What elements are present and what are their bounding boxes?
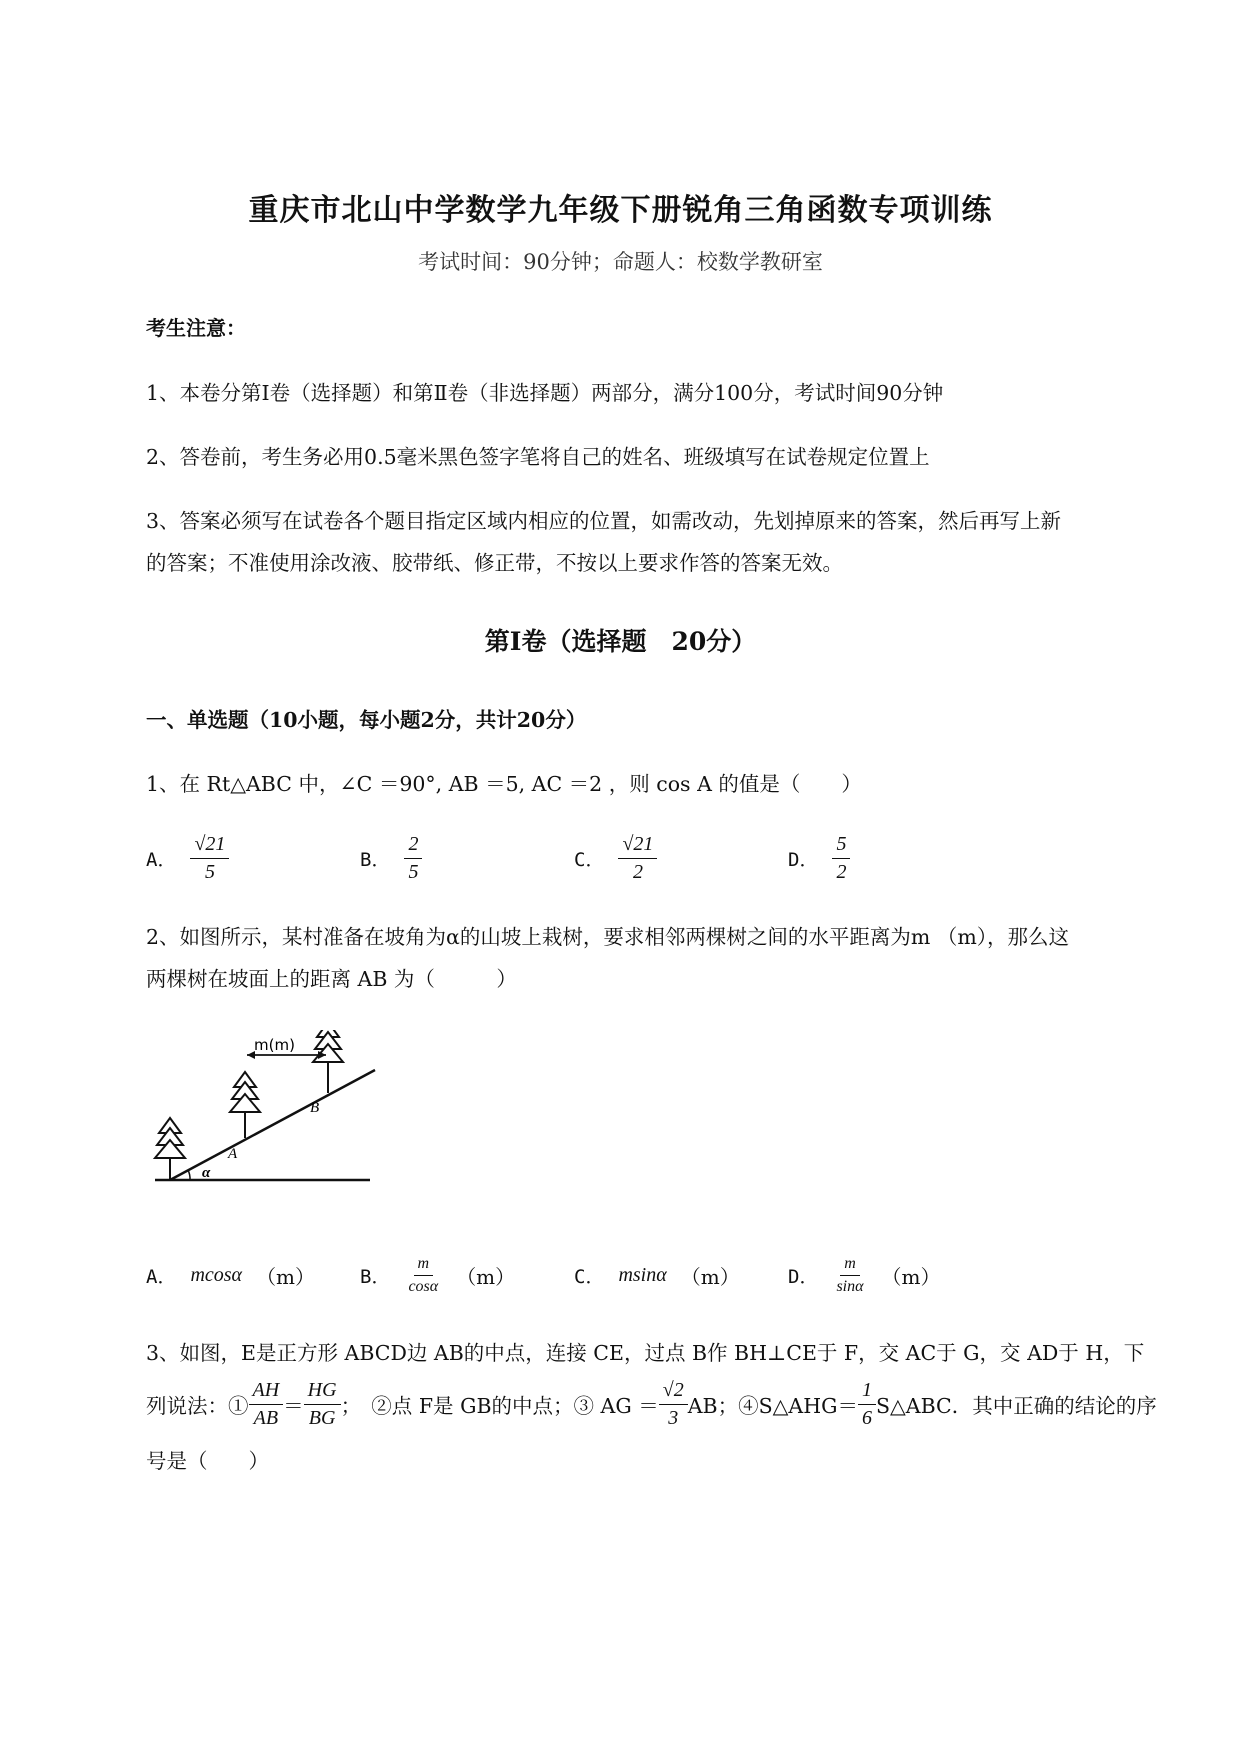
fraction-numerator: AH — [249, 1379, 284, 1405]
fraction-denominator: 3 — [668, 1406, 679, 1429]
option-fraction — [832, 1255, 867, 1296]
option-fraction — [832, 833, 850, 884]
angle-arc — [188, 1170, 190, 1180]
fraction-numerator: m — [840, 1255, 860, 1276]
question-1-stem: 1、在 Rt△ABC 中，∠C ＝90°, AB ＝5, AC ＝2 ，则 cos A 的值是（ ） — [146, 772, 862, 796]
option-label: C． — [574, 848, 605, 871]
question-3-line-1: 3、如图，E是正方形 ABCD边 AB的中点，连接 CE，过点 B作 BH⊥CE于 F，交 AC于 G，交 AD于 H，下 — [146, 1341, 1145, 1365]
q3-text: 列说法：① — [146, 1394, 249, 1418]
fraction-numerator: √21 — [190, 833, 229, 859]
question-1-options — [146, 823, 1046, 893]
q3-text: AB；④S△AHG＝ — [687, 1394, 858, 1418]
option-label: A． — [146, 848, 177, 871]
notice-item-1: 1、本卷分第Ⅰ卷（选择题）和第Ⅱ卷（非选择题）两部分，满分100分，考试时间90分钟 — [146, 381, 944, 405]
page-title: 重庆市北山中学数学九年级下册锐角三角函数专项训练 — [248, 193, 993, 228]
question-2-stem-line-1: 2、如图所示，某村准备在坡角为α的山坡上栽树，要求相邻两棵树之间的水平距离为m （m），那么这 — [146, 925, 1070, 949]
option-label: D． — [788, 1265, 819, 1288]
question-group-heading: 一、单选题（10小题，每小题2分，共计20分） — [146, 708, 587, 732]
option-label: D． — [788, 848, 819, 871]
q2-option-c[interactable] — [574, 1240, 740, 1310]
option-fraction — [404, 833, 422, 884]
fraction-denominator: 6 — [861, 1406, 872, 1429]
alpha-label: α — [202, 1165, 211, 1181]
question-2-stem-line-2: 两棵树在坡面上的距离 AB 为（ ） — [146, 967, 517, 991]
fraction-denominator: 2 — [836, 860, 847, 883]
q3-equals: ＝ — [283, 1394, 304, 1418]
q3-fraction-2 — [304, 1379, 341, 1430]
distance-label: m(m) — [254, 1036, 295, 1054]
option-unit: （m） — [256, 1264, 316, 1289]
option-fraction — [618, 833, 657, 884]
fraction-denominator: cosα — [408, 1277, 439, 1295]
section-title: 第Ⅰ卷（选择题 20分） — [484, 627, 757, 656]
option-expression: mcosα — [190, 1263, 243, 1286]
option-unit: （m） — [680, 1264, 740, 1289]
fraction-denominator: sinα — [836, 1277, 864, 1295]
slope-trees-figure — [150, 1030, 390, 1200]
fraction-numerator: 5 — [832, 833, 850, 859]
q2-option-a[interactable] — [146, 1240, 315, 1310]
option-label: C． — [574, 1265, 605, 1288]
fraction-denominator: 5 — [408, 860, 419, 883]
q3-text: ； ②点 F是 GB的中点；③ AG ＝ — [340, 1394, 659, 1418]
q1-option-b[interactable] — [360, 823, 422, 893]
fraction-numerator: √21 — [618, 833, 657, 859]
option-fraction — [190, 833, 229, 884]
tree-a-icon — [230, 1072, 260, 1138]
question-3-line-2 — [146, 1372, 1157, 1436]
fraction-numerator: √2 — [659, 1379, 688, 1405]
fraction-denominator: 5 — [204, 860, 215, 883]
option-unit: （m） — [881, 1264, 941, 1289]
q1-option-d[interactable] — [788, 823, 850, 893]
fraction-denominator: 2 — [632, 860, 643, 883]
notice-heading: 考生注意： — [146, 316, 246, 340]
point-a-label: A — [228, 1146, 238, 1162]
q1-option-c[interactable] — [574, 823, 657, 893]
slope-line — [170, 1070, 375, 1180]
option-label: B． — [360, 1265, 391, 1288]
tree-b-icon — [313, 1030, 343, 1093]
q2-option-d[interactable] — [788, 1240, 941, 1310]
notice-item-3-cont: 的答案；不准使用涂改液、胶带纸、修正带，不按以上要求作答的答案无效。 — [146, 551, 843, 575]
fraction-denominator: BG — [308, 1406, 336, 1429]
notice-item-2: 2、答卷前，考生务必用0.5毫米黑色签字笔将自己的姓名、班级填写在试卷规定位置上 — [146, 445, 930, 469]
fraction-numerator: HG — [304, 1379, 341, 1405]
fraction-denominator: AB — [253, 1406, 279, 1429]
q3-fraction-3 — [659, 1379, 688, 1430]
q3-fraction-1 — [249, 1379, 284, 1430]
question-2-options — [146, 1240, 1046, 1310]
q3-fraction-4 — [858, 1379, 876, 1430]
q2-option-b[interactable] — [360, 1240, 515, 1310]
exam-subtitle: 考试时间：90分钟；命题人：校数学教研室 — [418, 250, 823, 274]
option-fraction — [404, 1255, 442, 1296]
fraction-numerator: 1 — [858, 1379, 876, 1405]
option-label: B． — [360, 848, 391, 871]
fraction-numerator: 2 — [404, 833, 422, 859]
fraction-numerator: m — [414, 1255, 434, 1276]
point-b-label: B — [310, 1100, 320, 1116]
option-unit: （m） — [456, 1264, 516, 1289]
option-expression: msinα — [618, 1263, 667, 1286]
notice-item-3: 3、答案必须写在试卷各个题目指定区域内相应的位置，如需改动，先划掉原来的答案，然后再写上新 — [146, 509, 1062, 533]
question-3-line-3: 号是（ ） — [146, 1449, 269, 1473]
tree-left-icon — [155, 1118, 185, 1180]
q1-option-a[interactable] — [146, 823, 229, 893]
option-label: A． — [146, 1265, 177, 1288]
q3-text: S△ABC．其中正确的结论的序 — [875, 1394, 1157, 1418]
